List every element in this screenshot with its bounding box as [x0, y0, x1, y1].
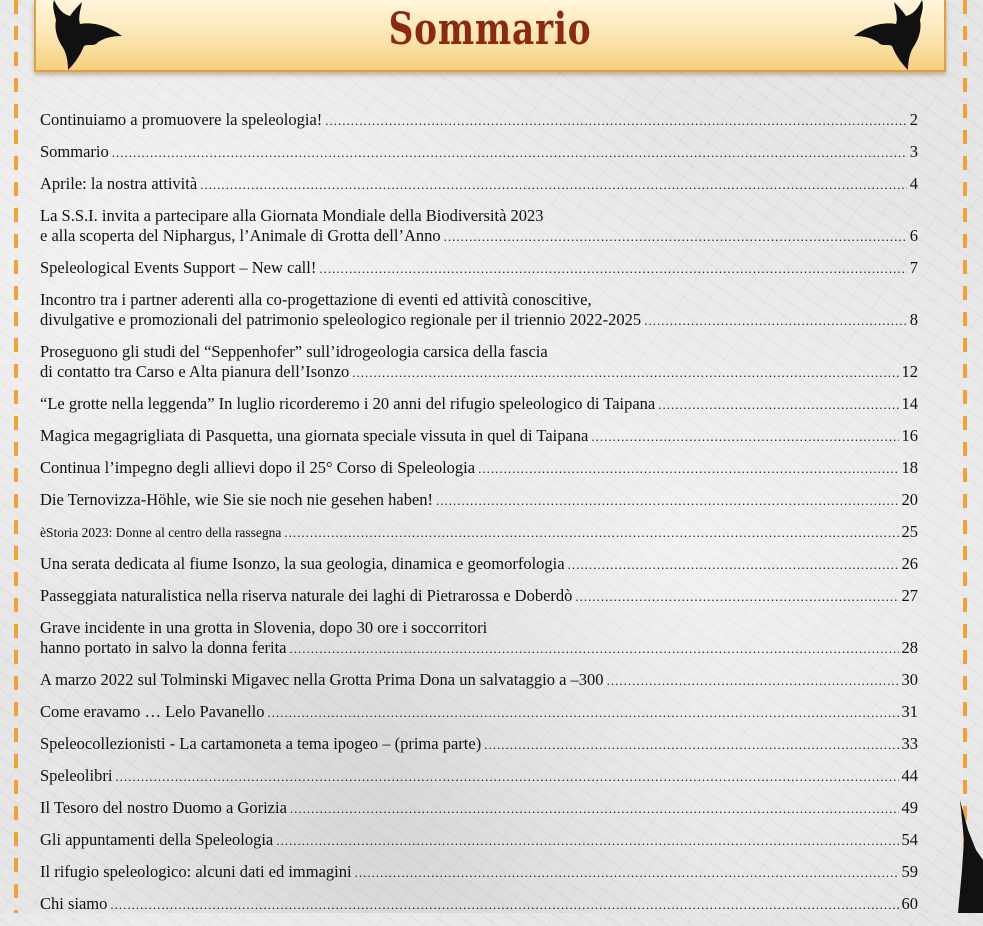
toc-page-number: 28 — [901, 638, 918, 657]
toc-leader-dots — [355, 863, 899, 883]
toc-entry-title: A marzo 2022 sul Tolminski Migavec nella Grotta Prima Dona un salvataggio a –300 — [40, 670, 604, 689]
toc-leader-dots — [290, 799, 899, 819]
toc-entry-title: e alla scoperta del Niphargus, l’Animale di Grotta dell’Anno — [40, 226, 441, 245]
toc-page-number: 4 — [909, 174, 918, 193]
toc-leader-dots — [644, 311, 907, 331]
toc-entry-line — [40, 142, 918, 163]
toc-entry — [40, 670, 918, 691]
toc-entry-line — [40, 206, 918, 226]
toc-entry-line — [40, 342, 918, 362]
toc-leader-dots — [484, 735, 898, 755]
toc-leader-dots — [575, 587, 898, 607]
toc-entry-line — [40, 490, 918, 511]
toc-leader-dots — [110, 895, 898, 915]
toc-entry-title: Una serata dedicata al fiume Isonzo, la sua geologia, dinamica e geomorfologia — [40, 554, 565, 573]
toc-entry-line — [40, 110, 918, 131]
toc-page-number: 12 — [901, 362, 918, 381]
toc-entry-line — [40, 522, 918, 543]
toc-page-number: 31 — [901, 702, 918, 721]
toc-entry-title: Proseguono gli studi del “Seppenhofer” sull’idrogeologia carsica della fascia — [40, 342, 548, 361]
toc-entry-line — [40, 362, 918, 383]
toc-entry — [40, 290, 918, 331]
toc-entry — [40, 586, 918, 607]
toc-page-number: 25 — [901, 522, 918, 541]
toc-entry — [40, 862, 918, 883]
toc-entry-title: Chi siamo — [40, 894, 108, 913]
toc-entry-title: Incontro tra i partner aderenti alla co-progettazione di eventi ed attività conoscitive, — [40, 290, 592, 309]
toc-entry-line — [40, 554, 918, 575]
toc-entry-line — [40, 798, 918, 819]
toc-page-number: 54 — [901, 830, 918, 849]
toc-leader-dots — [568, 555, 899, 575]
toc-entry-title: La S.S.I. invita a partecipare alla Giornata Mondiale della Biodiversità 2023 — [40, 206, 544, 225]
toc-entry-title: “Le grotte nella leggenda” In luglio ricorderemo i 20 anni del rifugio speleologico di Taipana — [40, 394, 656, 413]
header-banner — [34, 0, 946, 72]
toc-entry — [40, 766, 918, 787]
toc-entry-line — [40, 702, 918, 723]
toc-page-number: 2 — [909, 110, 918, 129]
bat-left-icon — [44, 0, 124, 72]
left-dashed-border — [14, 0, 18, 913]
toc-entry-line — [40, 586, 918, 607]
toc-entry-title: Continua l’impegno degli allievi dopo il 25° Corso di Speleologia — [40, 458, 476, 477]
toc-entry-title: Speleolibri — [40, 766, 113, 785]
toc-entry-title: Sommario — [40, 142, 109, 161]
toc-entry — [40, 490, 918, 511]
toc-leader-dots — [112, 143, 907, 163]
toc-leader-dots — [658, 395, 898, 415]
toc-entry-title: Speleocollezionisti - La cartamoneta a tema ipogeo – (prima parte) — [40, 734, 482, 753]
toc-entry-title: Il rifugio speleologico: alcuni dati ed immagini — [40, 862, 352, 881]
toc-entry-line — [40, 638, 918, 659]
toc-entry — [40, 458, 918, 479]
toc-page-number: 8 — [909, 310, 918, 329]
toc-entry-line — [40, 670, 918, 691]
toc-entry-title: Il Tesoro del nostro Duomo a Gorizia — [40, 798, 287, 817]
toc-entry-line — [40, 734, 918, 755]
toc-page-number: 26 — [901, 554, 918, 573]
toc-entry-title: Passeggiata naturalistica nella riserva naturale dei laghi di Pietrarossa e Doberdò — [40, 586, 573, 605]
right-dashed-border — [963, 0, 967, 913]
toc-leader-dots — [478, 459, 898, 479]
toc-leader-dots — [352, 363, 898, 383]
toc-entry-title: Aprile: la nostra attività — [40, 174, 198, 193]
toc-leader-dots — [268, 703, 899, 723]
toc-entry-title: hanno portato in salvo la donna ferita — [40, 638, 287, 657]
toc-leader-dots — [290, 639, 899, 659]
toc-entry — [40, 830, 918, 851]
toc-entry — [40, 110, 918, 131]
toc-entry — [40, 798, 918, 819]
toc-page-number: 16 — [901, 426, 918, 445]
toc-entry-line — [40, 458, 918, 479]
toc-entry-title: Grave incidente in una grotta in Slovenia, dopo 30 ore i soccorritori — [40, 618, 488, 637]
toc-entry-line — [40, 290, 918, 310]
table-of-contents — [40, 110, 918, 926]
toc-entry-line — [40, 426, 918, 447]
toc-entry — [40, 206, 918, 247]
toc-entry — [40, 522, 918, 543]
toc-entry — [40, 618, 918, 659]
toc-leader-dots — [276, 831, 898, 851]
bat-right-icon — [852, 0, 932, 72]
toc-entry-line — [40, 618, 918, 638]
toc-entry-line — [40, 310, 918, 331]
toc-entry — [40, 258, 918, 279]
toc-entry — [40, 702, 918, 723]
toc-entry-title: Come eravamo … Lelo Pavanello — [40, 702, 265, 721]
toc-leader-dots — [444, 227, 907, 247]
toc-entry-title: Die Ternovizza-Höhle, wie Sie sie noch nie gesehen haben! — [40, 490, 434, 509]
toc-entry-title: Speleological Events Support – New call! — [40, 258, 317, 277]
toc-page-number: 44 — [901, 766, 918, 785]
toc-leader-dots — [284, 523, 898, 543]
toc-entry-title: divulgative e promozionali del patrimonio speleologico regionale per il triennio 2022-2025 — [40, 310, 642, 329]
toc-page-number: 20 — [901, 490, 918, 509]
toc-entry-title: Magica megagrigliata di Pasquetta, una giornata speciale vissuta in quel di Taipana — [40, 426, 589, 445]
toc-entry — [40, 142, 918, 163]
toc-leader-dots — [607, 671, 899, 691]
toc-entry — [40, 394, 918, 415]
toc-entry — [40, 342, 918, 383]
toc-entry — [40, 174, 918, 195]
toc-page-number: 7 — [909, 258, 918, 277]
page-title: Sommario — [388, 4, 592, 55]
toc-entry — [40, 554, 918, 575]
dark-corner-decoration — [958, 800, 983, 913]
toc-page-number: 18 — [901, 458, 918, 477]
toc-entry — [40, 894, 918, 915]
toc-page-number: 27 — [901, 586, 918, 605]
toc-page-number: 30 — [901, 670, 918, 689]
toc-entry-line — [40, 394, 918, 415]
toc-entry-title: èStoria 2023: Donne al centro della rassegna — [40, 525, 282, 540]
toc-entry-title: Continuiamo a promuovere la speleologia! — [40, 110, 323, 129]
toc-entry-line — [40, 766, 918, 787]
toc-leader-dots — [200, 175, 907, 195]
toc-entry-line — [40, 174, 918, 195]
toc-entry-title: di contatto tra Carso e Alta pianura dell’Isonzo — [40, 362, 350, 381]
toc-leader-dots — [436, 491, 898, 511]
toc-leader-dots — [325, 111, 906, 131]
toc-page-number: 59 — [901, 862, 918, 881]
toc-page-number: 6 — [909, 226, 918, 245]
toc-page-number: 60 — [901, 894, 918, 913]
toc-entry-line — [40, 894, 918, 915]
toc-entry-title: Gli appuntamenti della Speleologia — [40, 830, 274, 849]
toc-entry-line — [40, 258, 918, 279]
toc-leader-dots — [319, 259, 906, 279]
toc-leader-dots — [115, 767, 898, 787]
toc-page-number: 3 — [909, 142, 918, 161]
toc-entry — [40, 426, 918, 447]
toc-entry-line — [40, 226, 918, 247]
toc-page-number: 33 — [901, 734, 918, 753]
toc-entry — [40, 734, 918, 755]
toc-entry-line — [40, 862, 918, 883]
toc-entry-line — [40, 830, 918, 851]
toc-leader-dots — [591, 427, 898, 447]
toc-page-number: 49 — [901, 798, 918, 817]
toc-page-number: 14 — [901, 394, 918, 413]
